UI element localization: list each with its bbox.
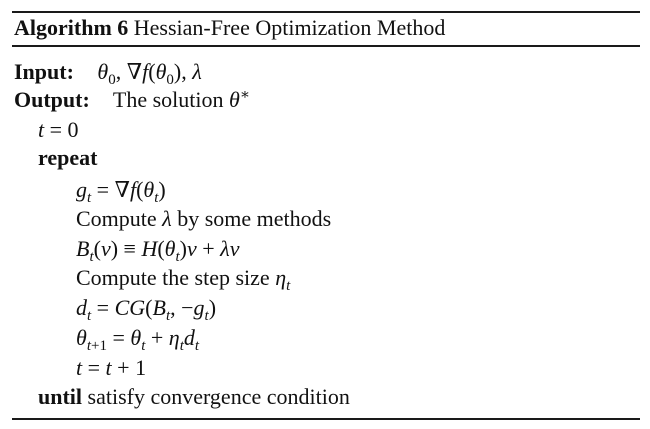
input-line	[14, 58, 202, 86]
algorithm-label: Algorithm 6	[14, 15, 129, 40]
gradient-step: $g_t = \nabla f(\theta_t)$	[76, 177, 166, 206]
step-size-step	[76, 264, 290, 292]
algorithm-name: Hessian-Free Optimization Method	[133, 15, 446, 40]
output-text: The solution	[112, 87, 224, 112]
output-line	[14, 86, 250, 114]
compute-lambda-tail: by some methods	[177, 206, 332, 231]
until-keyword: until	[38, 384, 83, 409]
repeat-keyword: repeat	[38, 145, 98, 170]
output-symbol: θ∗	[229, 87, 251, 112]
hessian-product-step: $B_t(v) \equiv H(\theta_t)v + \lambda v$	[76, 236, 240, 265]
compute-lambda-step	[76, 205, 331, 233]
step-size-text: Compute the step size	[76, 265, 270, 290]
input-label: Input:	[14, 59, 74, 84]
theta-update-step: $\theta_{t+1} = \theta_t + \eta_td_t$	[76, 325, 200, 354]
bottom-rule	[12, 418, 640, 420]
increment-step: t = t + 1	[76, 355, 147, 380]
eta-symbol: $\eta_t$	[275, 265, 291, 294]
lambda-symbol: λ	[162, 206, 172, 231]
init-step: t = 0	[38, 117, 79, 142]
header-rule	[12, 45, 640, 47]
cg-step: $d_t = CG(B_t$, $-g_t$)	[76, 295, 217, 324]
input-expression: $\theta_0$, $\nabla f(\theta_0)$, λ	[97, 59, 202, 88]
algorithm-title	[14, 14, 445, 42]
top-rule	[12, 11, 640, 13]
until-condition: satisfy convergence condition	[87, 384, 350, 409]
compute-lambda-text: Compute	[76, 206, 157, 231]
until-line	[38, 383, 350, 411]
output-label: Output:	[14, 87, 90, 112]
